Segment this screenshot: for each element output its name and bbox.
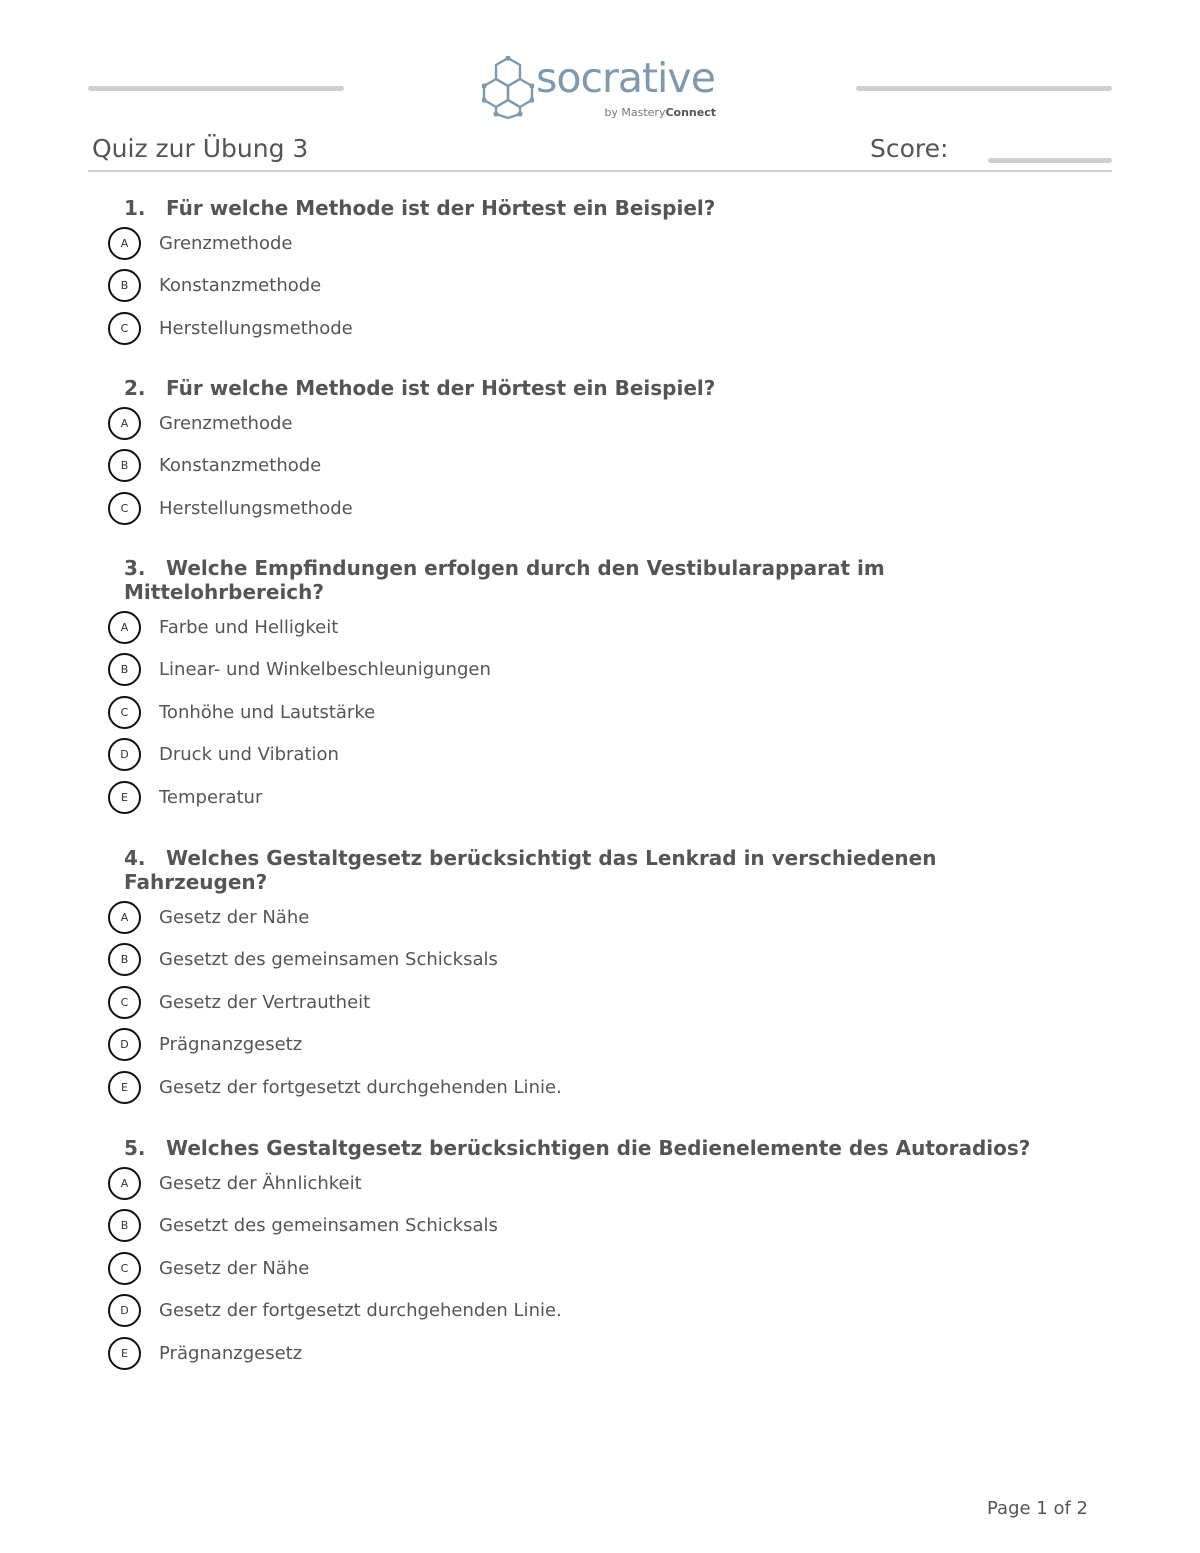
answer-bubble[interactable]: B (108, 1209, 141, 1242)
answer-bubble[interactable]: D (108, 738, 141, 771)
answer-option[interactable] (108, 1205, 1068, 1248)
page-number: Page 1 of 2 (987, 1498, 1088, 1519)
answer-text: Gesetzt des gemeinsamen Schicksals (159, 949, 498, 971)
answer-option[interactable] (108, 896, 1068, 939)
answer-text: Grenzmethode (159, 232, 293, 254)
answer-option[interactable] (108, 1290, 1068, 1333)
header-rule-left (88, 86, 344, 91)
question-block (108, 1136, 1068, 1375)
answer-option[interactable] (108, 307, 1068, 350)
answer-option[interactable] (108, 1247, 1068, 1290)
question-text (124, 556, 1068, 604)
answer-option[interactable] (108, 939, 1068, 982)
answer-text: Gesetz der fortgesetzt durchgehenden Linie. (159, 1300, 562, 1322)
answer-text: Grenzmethode (159, 412, 293, 434)
question-label: Welches Gestaltgesetz berücksichtigt das Lenkrad in verschiedenen Fahrzeugen? (124, 846, 937, 894)
answer-bubble[interactable]: E (108, 1337, 141, 1370)
answer-bubble[interactable]: C (108, 986, 141, 1019)
socrative-logo (482, 54, 722, 124)
answer-bubble[interactable]: C (108, 696, 141, 729)
question-number: 3. (124, 556, 146, 580)
answer-option[interactable] (108, 402, 1068, 445)
question-block (108, 846, 1068, 1109)
answer-option[interactable] (108, 691, 1068, 734)
answer-bubble[interactable]: E (108, 1071, 141, 1104)
question-number: 4. (124, 846, 146, 870)
answer-bubble[interactable]: A (108, 901, 141, 934)
question-label: Welche Empfindungen erfolgen durch den Vestibularapparat im Mittelohrbereich? (124, 556, 885, 604)
question-block (108, 556, 1068, 819)
answer-text: Gesetz der fortgesetzt durchgehenden Linie. (159, 1076, 562, 1098)
answer-option[interactable] (108, 981, 1068, 1024)
answer-option[interactable] (108, 265, 1068, 308)
answer-option[interactable] (108, 1162, 1068, 1205)
answer-option[interactable] (108, 606, 1068, 649)
answer-text: Herstellungsmethode (159, 497, 353, 519)
answer-bubble[interactable]: B (108, 269, 141, 302)
answer-bubble[interactable]: A (108, 611, 141, 644)
answer-option[interactable] (108, 776, 1068, 819)
answer-text: Gesetz der Vertrautheit (159, 991, 371, 1013)
question-label: Für welche Methode ist der Hörtest ein Beispiel? (166, 196, 716, 220)
question-label: Welches Gestaltgesetz berücksichtigen die Bedienelemente des Autoradios? (166, 1136, 1031, 1160)
question-number: 2. (124, 376, 146, 400)
question-text (124, 846, 1068, 894)
question-text (124, 196, 1068, 220)
answer-option[interactable] (108, 649, 1068, 692)
answer-text: Prägnanzgesetz (159, 1034, 303, 1056)
answer-option[interactable] (108, 1066, 1068, 1109)
answer-option[interactable] (108, 222, 1068, 265)
answer-bubble[interactable]: B (108, 943, 141, 976)
answer-option[interactable] (108, 445, 1068, 488)
logo-tagline: by MasteryConnect (604, 106, 716, 119)
question-number: 1. (124, 196, 146, 220)
answer-text: Tonhöhe und Lautstärke (159, 701, 376, 723)
question-text (124, 1136, 1068, 1160)
score-label: Score: (870, 134, 949, 163)
score-field-line[interactable] (988, 158, 1112, 163)
answer-text: Farbe und Helligkeit (159, 616, 339, 638)
answer-bubble[interactable]: A (108, 227, 141, 260)
answer-bubble[interactable]: C (108, 1252, 141, 1285)
answer-bubble[interactable]: B (108, 653, 141, 686)
answer-text: Druck und Vibration (159, 744, 339, 766)
header-rule-right (856, 86, 1112, 91)
answer-bubble[interactable]: B (108, 449, 141, 482)
logo-wordmark: socrative (536, 54, 715, 102)
answer-option[interactable] (108, 734, 1068, 777)
title-underline (88, 170, 1112, 172)
question-text (124, 376, 1068, 400)
answer-option[interactable] (108, 1332, 1068, 1375)
answer-text: Temperatur (159, 786, 263, 808)
hexagon-logo-icon (482, 56, 534, 120)
answer-bubble[interactable]: A (108, 407, 141, 440)
answer-text: Gesetz der Nähe (159, 906, 310, 928)
answer-text: Konstanzmethode (159, 455, 322, 477)
answer-text: Prägnanzgesetz (159, 1342, 303, 1364)
quiz-title: Quiz zur Übung 3 (92, 134, 309, 163)
answer-text: Gesetz der Nähe (159, 1257, 310, 1279)
answer-bubble[interactable]: C (108, 492, 141, 525)
question-label: Für welche Methode ist der Hörtest ein Beispiel? (166, 376, 716, 400)
question-number: 5. (124, 1136, 146, 1160)
question-block (108, 196, 1068, 350)
answer-text: Herstellungsmethode (159, 317, 353, 339)
answer-bubble[interactable]: D (108, 1028, 141, 1061)
answer-bubble[interactable]: A (108, 1167, 141, 1200)
answer-bubble[interactable]: C (108, 312, 141, 345)
answer-text: Linear- und Winkelbeschleunigungen (159, 659, 491, 681)
answer-text: Konstanzmethode (159, 275, 322, 297)
answer-text: Gesetzt des gemeinsamen Schicksals (159, 1215, 498, 1237)
answer-bubble[interactable]: D (108, 1294, 141, 1327)
answer-option[interactable] (108, 1024, 1068, 1067)
question-block (108, 376, 1068, 530)
answer-text: Gesetz der Ähnlichkeit (159, 1172, 362, 1194)
answer-bubble[interactable]: E (108, 781, 141, 814)
answer-option[interactable] (108, 487, 1068, 530)
